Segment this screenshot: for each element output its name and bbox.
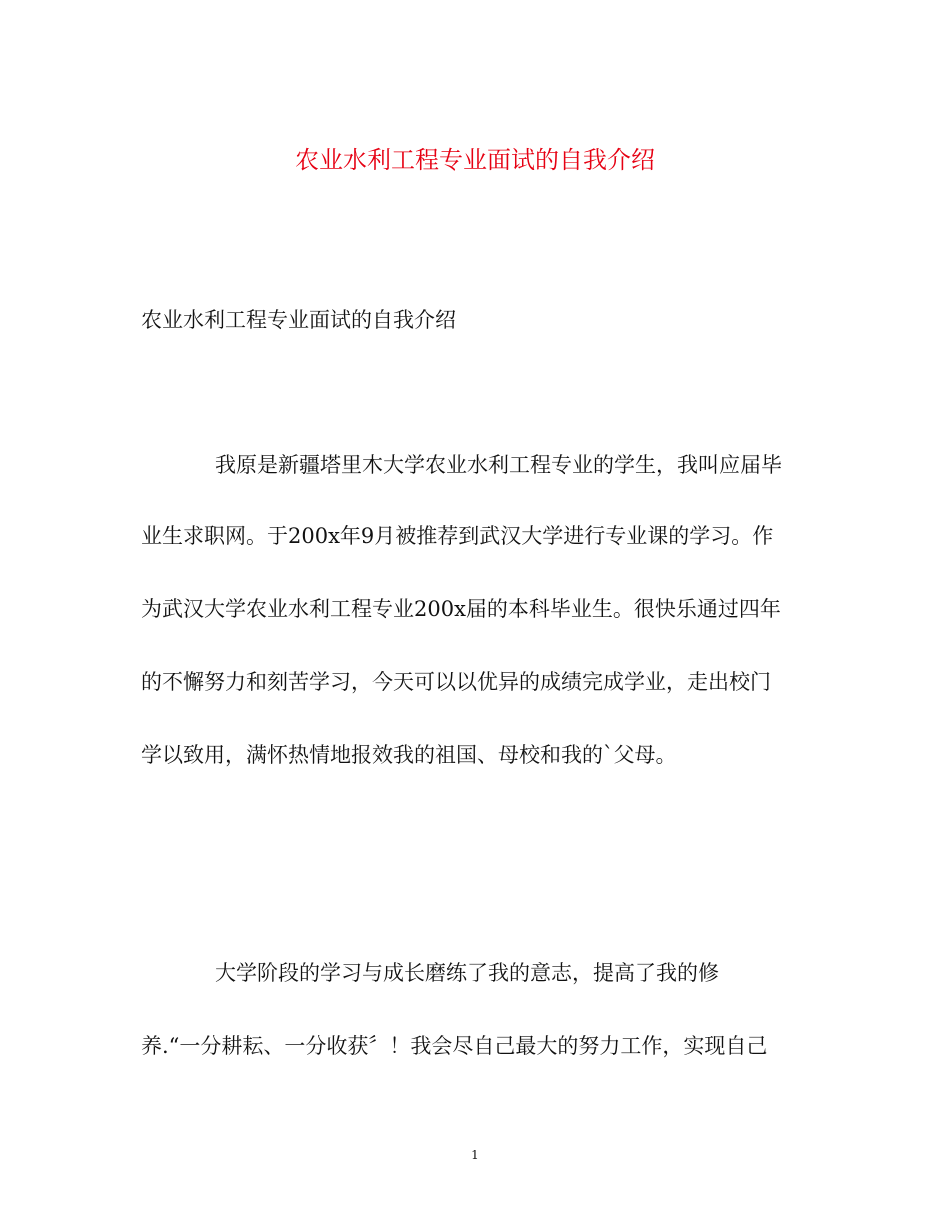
paragraph-line: 业生求职网。于200x年9月被推荐到武汉大学进行专业课的学习。作 — [141, 524, 774, 548]
paragraph-line: 为武汉大学农业水利工程专业200x届的本科毕业生。很快乐通过四年 — [141, 597, 781, 621]
paragraph-line: 养.“一分耕耘、一分收获〞！我会尽自己最大的努力工作，实现自己 — [141, 1034, 768, 1058]
document-title: 农业水利工程专业面试的自我介绍 — [295, 146, 655, 174]
page-number: 1 — [471, 1148, 479, 1162]
paragraph-line: 的不懈努力和刻苦学习，今天可以以优异的成绩完成学业，走出校门 — [141, 670, 771, 694]
paragraph-line: 大学阶段的学习与成长磨练了我的意志，提高了我的修 — [215, 961, 719, 985]
document-subtitle: 农业水利工程专业面试的自我介绍 — [141, 308, 456, 332]
paragraph-line: 我原是新疆塔里木大学农业水利工程专业的学生，我叫应届毕 — [215, 453, 782, 477]
paragraph-line: 学以致用，满怀热情地报效我的祖国、母校和我的`父母。 — [141, 743, 677, 767]
